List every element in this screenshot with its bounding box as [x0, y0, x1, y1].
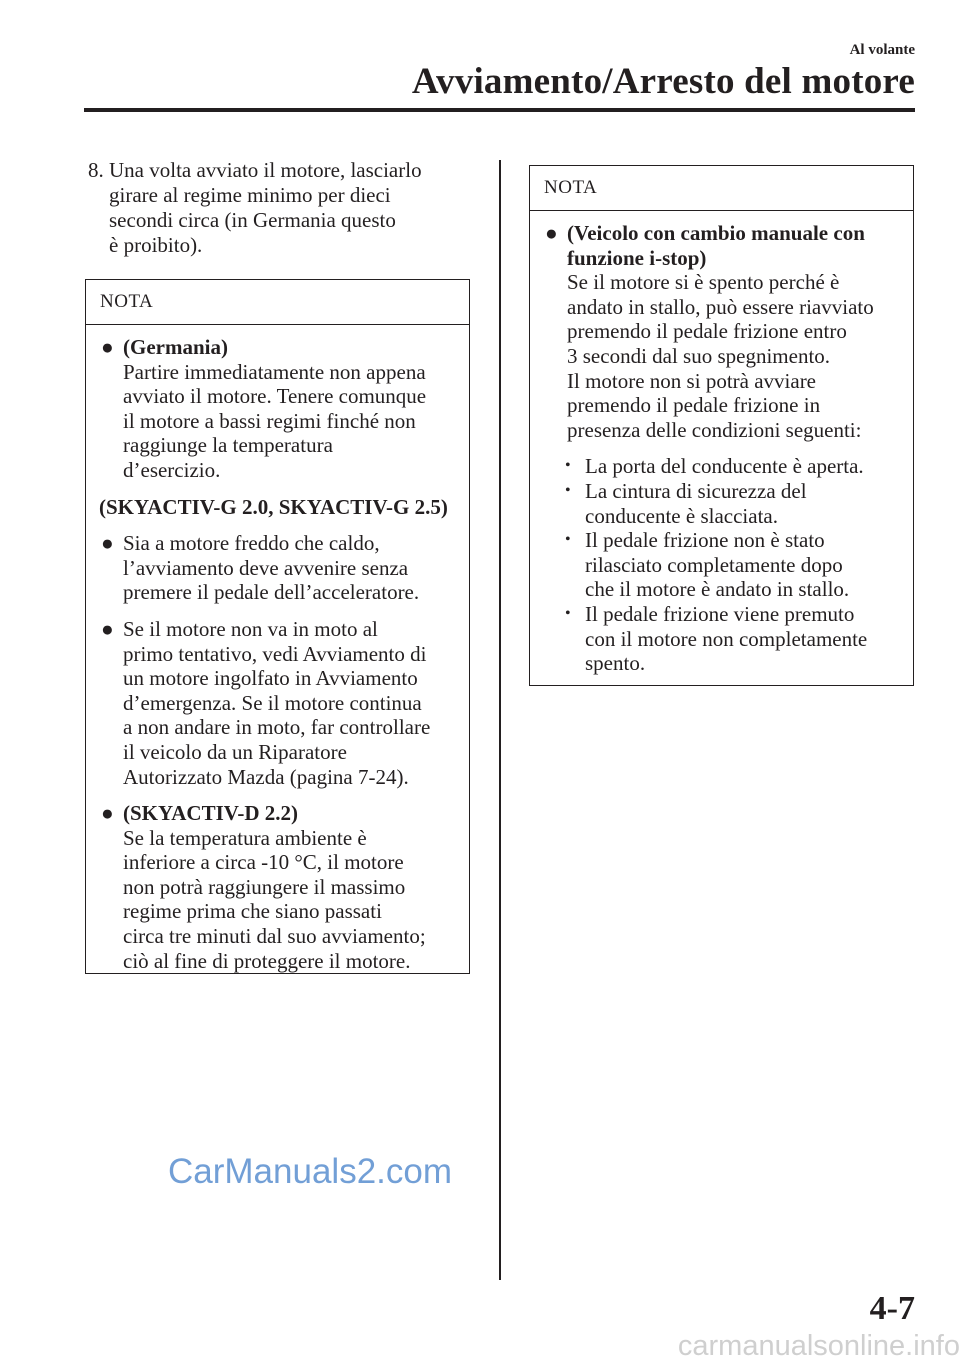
bullet-line: d’esercizio.	[123, 457, 221, 482]
bullet-dot-icon: ●	[101, 531, 114, 556]
bullet-line: 3 secondi dal suo spegnimento.	[567, 343, 831, 368]
condition-line: La cintura di sicurezza del	[585, 478, 807, 503]
footer-url: carmanualsonline.info	[677, 1330, 960, 1362]
sub-bullet-icon: •	[565, 604, 571, 622]
note-bullet	[99, 801, 457, 973]
sub-bullet-icon: •	[565, 481, 571, 499]
watermark: CarManuals2.com	[168, 1152, 452, 1191]
bullet-line: raggiunge la temperatura	[123, 433, 333, 458]
step-line: Una volta avviato il motore, lasciarlo	[109, 158, 422, 182]
bullet-line: premere il pedale dell’acceleratore.	[123, 580, 420, 605]
bullet-line: regime prima che siano passati	[123, 899, 382, 924]
page-title: Avviamento/Arresto del motore	[411, 61, 915, 102]
bullet-line: primo tentativo, vedi Avviamento di	[123, 641, 427, 666]
step-line: girare al regime minimo per dieci	[109, 183, 391, 207]
condition-line: che il motore è andato in stallo.	[585, 577, 850, 602]
note-bullet	[99, 617, 457, 789]
bullet-line: non potrà raggiungere il massimo	[123, 874, 406, 899]
condition-item	[543, 528, 901, 602]
condition-line: con il motore non completamente	[585, 626, 868, 651]
step-number: 8.	[88, 158, 104, 182]
bullet-dot-icon: ●	[545, 221, 558, 245]
bullet-line: Se la temperatura ambiente è	[123, 825, 367, 850]
note-bullet	[543, 221, 901, 442]
bullet-line: il veicolo da un Riparatore	[123, 739, 347, 764]
bullet-dot-icon: ●	[101, 616, 114, 641]
bullet-line: Sia a motore freddo che caldo,	[123, 531, 380, 556]
step-line: è proibito).	[109, 233, 203, 257]
bullet-line: inferiore a circa -10 °C, il motore	[123, 850, 404, 875]
bullet-line: Partire immediatamente non appena	[123, 359, 426, 384]
bullet-line: ciò al fine di proteggere il motore.	[123, 948, 411, 973]
bullet-line: a non andare in moto, far controllare	[123, 715, 431, 740]
sub-bullet-icon: •	[565, 531, 571, 549]
bullet-line: presenza delle condizioni seguenti:	[567, 417, 862, 442]
note-bullet	[99, 531, 457, 605]
bullet-dot-icon: ●	[101, 801, 114, 826]
sub-bullet-icon: •	[565, 457, 571, 475]
bullet-line: avviato il motore. Tenere comunque	[123, 384, 427, 409]
bullet-title: (Veicolo con cambio manuale con	[567, 221, 865, 245]
column-divider	[499, 160, 501, 1280]
condition-item	[543, 479, 901, 528]
condition-line: spento.	[585, 651, 646, 676]
condition-line: Il pedale frizione viene premuto	[585, 601, 855, 626]
bullet-line: Autorizzato Mazda (pagina 7-24).	[123, 764, 409, 789]
engine-heading: (SKYACTIV-G 2.0, SKYACTIV-G 2.5)	[99, 494, 448, 519]
condition-line: Il pedale frizione non è stato	[585, 528, 825, 553]
condition-item	[543, 454, 901, 479]
bullet-line: l’avviamento deve avvenire senza	[123, 555, 409, 580]
bullet-line: un motore ingolfato in Avviamento	[123, 666, 418, 691]
bullet-line: andato in stallo, può essere riavviato	[567, 294, 874, 319]
note-label: NOTA	[530, 166, 913, 211]
header-rule	[84, 108, 915, 112]
bullet-line: Se il motore si è spento perché è	[567, 270, 840, 295]
bullet-line: d’emergenza. Se il motore continua	[123, 690, 422, 715]
bullet-title: (SKYACTIV-D 2.2)	[123, 801, 299, 826]
note-box-right	[529, 165, 914, 686]
note-bullet	[99, 335, 457, 483]
bullet-line: premendo il pedale frizione entro	[567, 319, 847, 344]
condition-item	[543, 602, 901, 676]
bullet-line: premendo il pedale frizione in	[567, 393, 821, 418]
bullet-line: circa tre minuti dal suo avviamento;	[123, 924, 426, 949]
bullet-title: funzione i-stop)	[567, 245, 707, 270]
header-section: Al volante	[849, 42, 915, 58]
bullet-dot-icon: ●	[101, 335, 114, 359]
bullet-line: Il motore non si potrà avviare	[567, 368, 817, 393]
condition-line: conducente è slacciata.	[585, 503, 778, 528]
note-box-left	[85, 279, 470, 974]
bullet-line: Se il motore non va in moto al	[123, 616, 378, 641]
note-label: NOTA	[86, 280, 469, 325]
condition-line: La porta del conducente è aperta.	[585, 454, 864, 479]
condition-line: rilasciato completamente dopo	[585, 552, 843, 577]
bullet-title: (Germania)	[123, 335, 228, 359]
page-number: 4-7	[869, 1290, 915, 1327]
step-line: secondi circa (in Germania questo	[109, 208, 396, 232]
bullet-line: il motore a bassi regimi finché non	[123, 408, 416, 433]
step-8	[88, 158, 473, 258]
